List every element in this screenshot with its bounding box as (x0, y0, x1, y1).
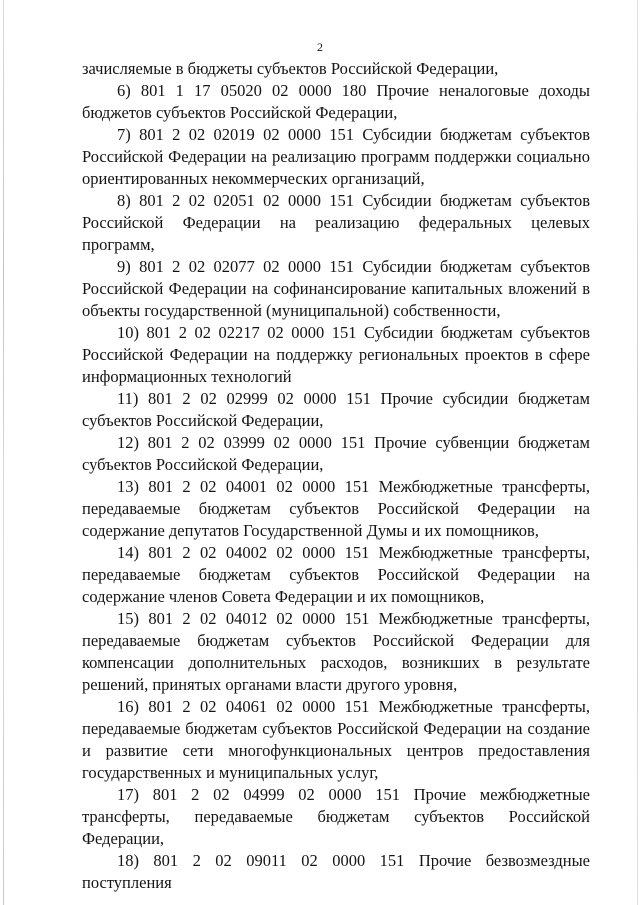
page-number: 2 (317, 40, 323, 54)
list-item: 7) 801 2 02 02019 02 0000 151 Субсидии бюджетам субъектов Российской Федерации на реализацию программ поддержки социально ориентированных некоммерческих организаций, (82, 125, 590, 188)
list-item: 15) 801 2 02 04012 02 0000 151 Межбюджетные трансферты, передаваемые бюджетам субъектов Российской Федерации для компенсации дополнительных расходов, возникших в результате решений, принятых органами власти другого уровня, (82, 609, 590, 694)
list-item: 8) 801 2 02 02051 02 0000 151 Субсидии бюджетам субъектов Российской Федерации на реализацию федеральных целевых программ, (82, 191, 590, 254)
scan-edge-left (3, 0, 4, 905)
list-item: 11) 801 2 02 02999 02 0000 151 Прочие субсидии бюджетам субъектов Российской Федерации, (82, 389, 590, 430)
list-item: 9) 801 2 02 02077 02 0000 151 Субсидии бюджетам субъектов Российской Федерации на софинансирование капитальных вложений в объекты государственной (муниципальной) собственности, (82, 257, 590, 320)
list-item: 18) 801 2 02 09011 02 0000 151 Прочие безвозмездные поступления (82, 851, 590, 892)
list-item: 10) 801 2 02 02217 02 0000 151 Субсидии бюджетам субъектов Российской Федерации на поддержку региональных проектов в сфере информационных технологий (82, 323, 590, 386)
scan-edge-right (637, 0, 638, 905)
list-item: 12) 801 2 02 03999 02 0000 151 Прочие субвенции бюджетам субъектов Российской Федерации, (82, 433, 590, 474)
document-body (82, 58, 590, 894)
list-item: 17) 801 2 02 04999 02 0000 151 Прочие межбюджетные трансферты, передаваемые бюджетам субъектов Российской Федерации, (82, 785, 590, 848)
list-item: 6) 801 1 17 05020 02 0000 180 Прочие неналоговые доходы бюджетов субъектов Российской Федерации, (82, 81, 590, 122)
list-item: 14) 801 2 02 04002 02 0000 151 Межбюджетные трансферты, передаваемые бюджетам субъектов Российской Федерации на содержание членов Совета Федерации и их помощников, (82, 543, 590, 606)
list-item: зачисляемые в бюджеты субъектов Российской Федерации, (82, 59, 499, 78)
list-item: 16) 801 2 02 04061 02 0000 151 Межбюджетные трансферты, передаваемые бюджетам субъектов Российской Федерации на создание и развитие сети многофункциональных центров предоставления государственных и муниципальных услуг, (82, 697, 590, 782)
list-item: 13) 801 2 02 04001 02 0000 151 Межбюджетные трансферты, передаваемые бюджетам субъектов Российской Федерации на содержание депутатов Государственной Думы и их помощников, (82, 477, 590, 540)
